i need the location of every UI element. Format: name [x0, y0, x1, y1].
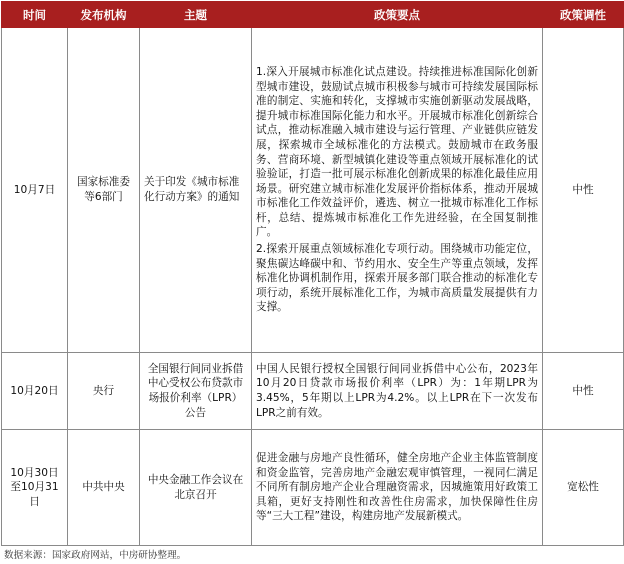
- cell-points: [252, 430, 543, 546]
- cell-tone: 中性: [543, 28, 624, 353]
- cell-topic: 中央金融工作会议在北京召开: [140, 430, 252, 546]
- policy-point: 1.深入开展城市标准化试点建设。持续推进标准国际化创新型城市建设，鼓励试点城市积极参与城市可持续发展国际标准的制定、实施和转化，支撑城市实施创新驱动发展战略，提升城市标准国际化能力和水平。开展城市标准化创新综合试点，推动标准融入城市建设与运行管理、产业链供应链发展，探索城市全域标准化的方法模式。鼓励城市在政务服务、营商环境、新型城镇化建设等重点领域开展标准化的试验验证，打造一批可展示标准化创新成果的标准化最佳应用场景。研究建立城市标准化发展评价指标体系，推动开展城市标准化工作效益评价，遴选、树立一批城市标准化工作标杆，总结、提炼城市标准化工作先进经验，在全国复制推广。: [256, 65, 538, 239]
- source-note: 数据来源：国家政府网站，中房研协整理。: [4, 550, 187, 561]
- cell-tone: 中性: [543, 353, 624, 430]
- policy-point: 促进金融与房地产良性循环，健全房地产企业主体监管制度和资金监管，完善房地产金融宏观审慎管理，一视同仁满足不同所有制房地产企业合理融资需求，因城施策用好政策工具箱，更好支持刚性和改善性住房需求，加快保障性住房等“三大工程”建设，构建房地产发展新模式。: [256, 452, 538, 523]
- cell-agency: 中共中央: [68, 430, 140, 546]
- header-agency: 发布机构: [68, 2, 140, 28]
- cell-topic: 全国银行间同业拆借中心受权公布贷款市场报价利率（LPR）公告: [140, 353, 252, 430]
- header-tone: 政策调性: [543, 2, 624, 28]
- table-row: [2, 28, 624, 353]
- cell-topic: 关于印发《城市标准化行动方案》的通知: [140, 28, 252, 353]
- table-row: [2, 430, 624, 546]
- header-points: 政策要点: [252, 2, 543, 28]
- cell-points: [252, 28, 543, 353]
- table-row: [2, 353, 624, 430]
- cell-agency: 央行: [68, 353, 140, 430]
- header-date: 时间: [2, 2, 68, 28]
- cell-date: 10月30日至10月31日: [2, 430, 68, 546]
- policy-table: [1, 1, 624, 546]
- cell-tone: 宽松性: [543, 430, 624, 546]
- cell-agency: 国家标准委等6部门: [68, 28, 140, 353]
- cell-date: 10月7日: [2, 28, 68, 353]
- header-topic: 主题: [140, 2, 252, 28]
- cell-date: 10月20日: [2, 353, 68, 430]
- policy-point: 中国人民银行授权全国银行间同业拆借中心公布，2023年10月20日贷款市场报价利率（LPR）为：1年期LPR为3.45%，5年期以上LPR为4.2%。以上LPR在下一次发布LPR之前有效。: [256, 362, 538, 419]
- policy-point: 2.探索开展重点领域标准化专项行动。围绕城市功能定位，聚焦碳达峰碳中和、节约用水、安全生产等重点领域，发挥标准化协调机制作用，探索开展多部门联合推动的标准化专项行动，系统开展标准化工作，为城市高质量发展提供有力支撑。: [256, 243, 538, 314]
- header-row: [2, 2, 624, 28]
- cell-points: [252, 353, 543, 430]
